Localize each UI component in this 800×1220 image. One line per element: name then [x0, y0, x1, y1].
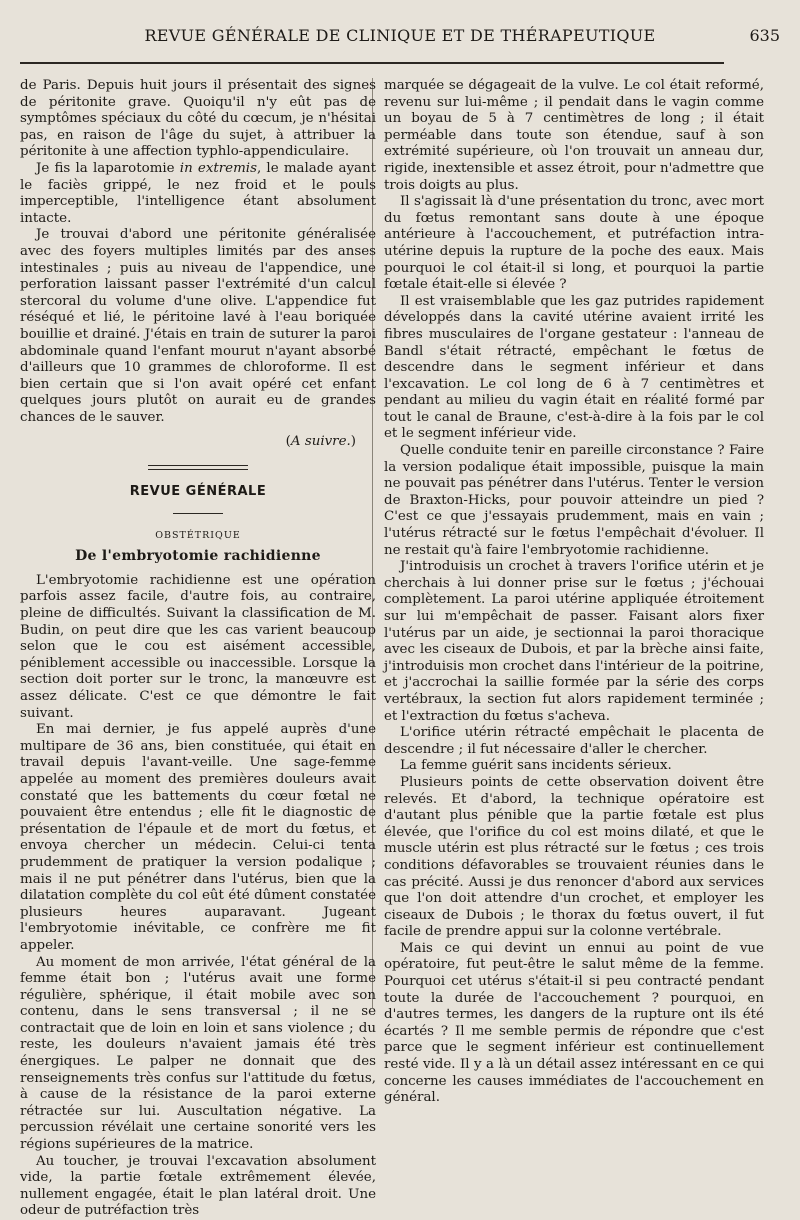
running-title: REVUE GÉNÉRALE DE CLINIQUE ET DE THÉRAPEUTIQUE — [144, 26, 656, 45]
left-column — [20, 78, 376, 1220]
paragraph: marquée se dégageait de la vulve. Le col était reformé, revenu sur lui-même ; il pendait dans le vagin comme un boyau de 5 à 7 centimètres de long ; il était perméable dans toute son étendue, sauf à son extrémité supérieure, où l'on trouvait un anneau dur, rigide, inextensible et assez étroit, pour n'admettre que trois doigts au plus. — [384, 78, 764, 193]
paragraph: L'embryotomie rachidienne est une opération parfois assez facile, d'autre fois, au contraire, pleine de difficultés. Suivant la classification de M. Budin, on peut dire que les cas varient beaucoup selon que le cou est aisément accessible, péniblement accessible ou inaccessible. Lorsque la section doit porter sur le tronc, la manœuvre est assez délicate. C'est ce que démontre le fait suivant. — [20, 572, 376, 721]
paragraph: Quelle conduite tenir en pareille circonstance ? Faire la version podalique était impossible, puisque la main ne pouvait pas pénétrer dans l'utérus. Tenter le version de Braxton-Hicks, pour pouvoir atteindre un pied ? C'est ce que j'essayais prudemment, mais en vain ; l'utérus rétracté sur le fœtus l'empêchait d'évoluer. Il ne restait qu'à faire l'embryotomie rachidienne. — [384, 443, 764, 558]
page-number: 635 — [749, 26, 780, 45]
running-header — [20, 26, 780, 56]
italic-text: in extremis — [179, 160, 257, 176]
article-title: De l'embryotomie rachidienne — [75, 548, 321, 565]
paragraph: En mai dernier, je fus appelé auprès d'une multipare de 36 ans, bien constituée, qui était en travail depuis l'avant-veille. Une sage-femme appelée au moment des premières douleurs avait constaté que les battements du cœur fœtal ne pouvaient être entendus ; elle fit le diagnostic de présentation de l'épaule et de mort du fœtus, et envoya chercher un médecin. Celui-ci tenta prudemment de pratiquer la version podalique ; mais il ne put pénétrer dans l'utérus, bien que la dilatation complète du col eût été dûment constatée plusieurs heures auparavant. Jugeant l'embryotomie inévitable, ce confrère me fit appeler. — [20, 722, 376, 953]
paragraph: Au toucher, je trouvai l'excavation absolument vide, la partie fœtale extrêmement élevée, nullement engagée, était le plan latéral droit. Une odeur de putréfaction très — [20, 1153, 376, 1219]
right-column — [384, 78, 764, 1107]
paragraph: Mais ce qui devint un ennui au point de vue opératoire, fut peut-être le salut même de la femme. Pourquoi cet utérus s'était-il si peu contracté pendant toute la durée de l'accouchement ? pourquoi, en d'autres termes, les dangers de la rupture ont ils été écartés ? Il me semble permis de répondre que c'est parce que le segment inférieur est continuellement resté vide. Il y a là un détail assez intéressant en ce qui concerne les causes immédiates de l'accouchement en général. — [384, 940, 764, 1106]
paragraph: Plusieurs points de cette observation doivent être relevés. Et d'abord, la technique opératoire est d'autant plus pénible que la partie fœtale est plus élevée, que l'orifice du col est moins dilaté, et que le muscle utérin est plus rétracté sur le fœtus ; ces trois conditions défavorables se trouvaient réunies dans le cas précité. Aussi je dus renoncer d'abord aux services que l'on doit attendre d'un crochet, et employer les ciseaux de Dubois ; le thorax du fœtus ouvert, il fut facile de prendre appui sur la colonne vertébrale. — [384, 774, 764, 940]
double-rule — [148, 465, 248, 470]
thin-rule — [173, 513, 223, 514]
text-run: , le malade ayant le faciès grippé, le nez froid et le pouls imperceptible, l'intelligence étant absolument intacte. — [20, 160, 376, 226]
rubric: OBSTÉTRIQUE — [155, 529, 241, 541]
text-run: Je fis la laparotomie — [36, 160, 180, 176]
paragraph: Au moment de mon arrivée, l'état général de la femme était bon ; l'utérus avait une forme régulière, sphérique, il était mobile avec son contenu, dans le sens transversal ; il ne se contractait que de loin en loin et sans violence ; du reste, les douleurs n'avaient jamais été très énergiques. Le palper ne donnait que des renseignements très confus sur l'attitude du fœtus, à cause de la résistance de la paroi externe rétractée sur lui. Auscultation négative. La percussion révélait une certaine sonorité vers les régions supérieures de la matrice. — [20, 954, 376, 1153]
paragraph: Il est vraisemblable que les gaz putrides rapidement développés dans la cavité utérine avaient irrité les fibres musculaires de l'organe gestateur : l'anneau de Bandl s'était rétracté, empêchant le fœtus de descendre dans le segment inférieur et dans l'excavation. Le col long de 6 à 7 centimètres et pendant au milieu du vagin était en réalité formé par tout le canal de Braune, c'est-à-dire à la fois par le col et le segment inférieur vide. — [384, 293, 764, 442]
section-title: REVUE GÉNÉRALE — [129, 484, 267, 500]
paragraph: La femme guérit sans incidents sérieux. — [400, 758, 672, 774]
header-rule — [20, 62, 724, 64]
to-follow-text: A suivre. — [290, 434, 351, 450]
paragraph: Il s'agissait là d'une présentation du tronc, avec mort du fœtus remontant sans doute à une époque antérieure à l'accouchement, et putréfaction intra-utérine depuis la rupture de la poche des eaux. Mais pourquoi le col était-il si long, et pourquoi la partie fœtale était-elle si élevée ? — [384, 194, 764, 293]
section-heading-block — [20, 465, 376, 565]
to-be-continued: (A suivre.) — [285, 434, 356, 450]
paragraph: de Paris. Depuis huit jours il présentait des signes de péritonite grave. Quoiqu'il n'y eût pas de symptômes spéciaux du côté du cœcum, je n'hésitai pas, en raison de l'âge du sujet, à attribuer la péritonite à une affection typhlo-appendiculaire. — [20, 78, 376, 160]
paragraph: L'orifice utérin rétracté empêchait le placenta de descendre ; il fut nécessaire d'aller le chercher. — [384, 725, 764, 757]
paragraph: J'introduisis un crochet à travers l'orifice utérin et je cherchais à lui donner prise sur le fœtus ; j'échouai complètement. La paroi utérine appliquée étroitement sur lui m'empêchait de passer. Faisant alors fixer l'utérus par un aide, je sectionnai la paroi thoracique avec les ciseaux de Dubois, et par la brèche ainsi faite, j'introduisis mon crochet dans l'intérieur de la poitrine, et j'accrochai la saillie formée par la série des corps vertébraux, la section fut alors rapidement terminée ; et l'extraction du fœtus s'acheva. — [384, 559, 764, 724]
paragraph: Je trouvai d'abord une péritonite généralisée avec des foyers multiples limités par des anses intestinales ; puis au niveau de l'appendice, une perforation laissant passer l'extrémité d'un calcul stercoral du volume d'une olive. L'appendice fut réséqué et lié, le péritoine lavé à l'eau boriquée bouillie et drainé. J'étais en train de suturer la paroi abdominale quand l'enfant mourut n'ayant absorbé d'ailleurs que 10 grammes de chloroforme. Il est bien certain que si l'on avait opéré cet enfant quelques jours plutôt on aurait eu de grandes chances de le sauver. — [20, 227, 376, 425]
paragraph — [20, 161, 376, 227]
